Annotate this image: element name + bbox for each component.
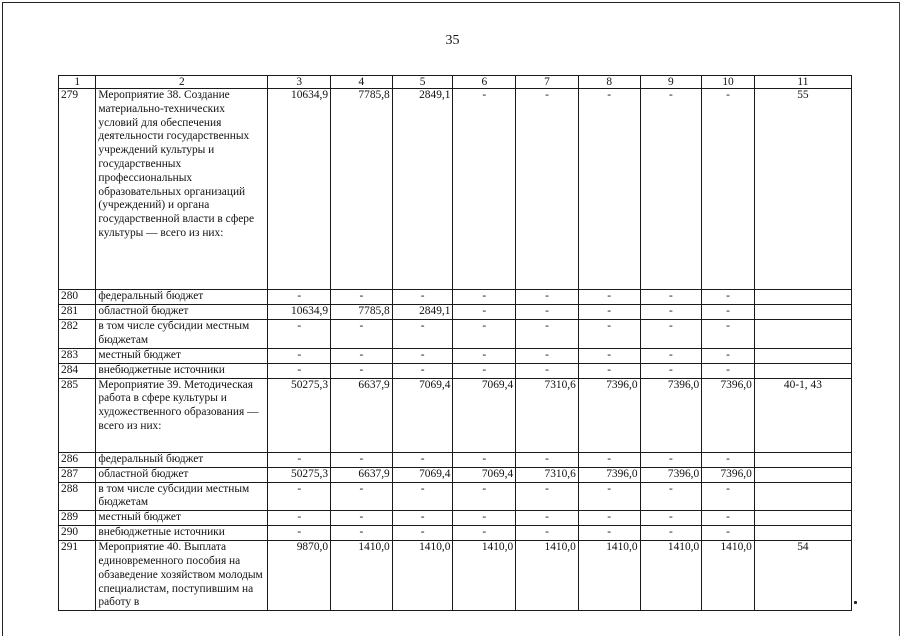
header-cell: 5 xyxy=(392,76,453,89)
value-cell: - xyxy=(640,320,702,349)
value-cell: - xyxy=(578,526,640,541)
column-11-cell xyxy=(754,320,851,349)
value-cell: 7396,0 xyxy=(578,467,640,482)
row-description: внебюджетные источники xyxy=(96,526,268,541)
value-cell: - xyxy=(268,348,331,363)
value-cell: 1410,0 xyxy=(331,541,393,611)
row-number: 291 xyxy=(59,541,96,611)
budget-table xyxy=(58,75,852,611)
value-cell: 6637,9 xyxy=(331,467,393,482)
row-description: областной бюджет xyxy=(96,305,268,320)
value-cell: - xyxy=(268,511,331,526)
value-cell: - xyxy=(516,452,579,467)
row-description: Мероприятие 39. Методическая работа в сфере культуры и художественного образования — всего из них: xyxy=(96,378,268,452)
value-cell: - xyxy=(578,452,640,467)
value-cell: 2849,1 xyxy=(392,305,453,320)
value-cell: 50275,3 xyxy=(268,467,331,482)
header-row xyxy=(59,76,852,89)
value-cell: - xyxy=(640,89,702,290)
value-cell: - xyxy=(331,511,393,526)
value-cell: - xyxy=(702,482,755,511)
table-row xyxy=(59,305,852,320)
column-11-cell: 54 xyxy=(754,541,851,611)
column-11-cell xyxy=(754,290,851,305)
table-row xyxy=(59,378,852,452)
column-11-cell xyxy=(754,467,851,482)
value-cell: - xyxy=(516,363,579,378)
value-cell: - xyxy=(453,290,516,305)
value-cell: - xyxy=(702,526,755,541)
table-row xyxy=(59,363,852,378)
value-cell: - xyxy=(702,290,755,305)
header-cell: 2 xyxy=(96,76,268,89)
value-cell: - xyxy=(392,290,453,305)
value-cell: - xyxy=(331,482,393,511)
value-cell: - xyxy=(516,482,579,511)
value-cell: - xyxy=(702,89,755,290)
row-number: 281 xyxy=(59,305,96,320)
value-cell: - xyxy=(392,363,453,378)
value-cell: - xyxy=(453,320,516,349)
page-mark xyxy=(854,601,857,604)
value-cell: 1410,0 xyxy=(702,541,755,611)
value-cell: - xyxy=(331,526,393,541)
value-cell: - xyxy=(268,290,331,305)
value-cell: 6637,9 xyxy=(331,378,393,452)
value-cell: - xyxy=(453,482,516,511)
table-row xyxy=(59,89,852,290)
value-cell: 7069,4 xyxy=(392,378,453,452)
column-11-cell xyxy=(754,511,851,526)
value-cell: 9870,0 xyxy=(268,541,331,611)
value-cell: - xyxy=(516,89,579,290)
header-cell: 10 xyxy=(702,76,755,89)
header-cell: 4 xyxy=(331,76,393,89)
value-cell: - xyxy=(702,511,755,526)
row-description: в том числе субсидии местным бюджетам xyxy=(96,320,268,349)
value-cell: - xyxy=(331,363,393,378)
value-cell: - xyxy=(392,511,453,526)
header-cell: 1 xyxy=(59,76,96,89)
value-cell: - xyxy=(640,452,702,467)
header-cell: 6 xyxy=(453,76,516,89)
row-number: 289 xyxy=(59,511,96,526)
column-11-cell xyxy=(754,482,851,511)
value-cell: - xyxy=(453,363,516,378)
value-cell: - xyxy=(331,320,393,349)
value-cell: 10634,9 xyxy=(268,305,331,320)
header-cell: 8 xyxy=(578,76,640,89)
value-cell: - xyxy=(392,320,453,349)
row-description: Мероприятие 38. Создание материально-технических условий для обеспечения деятельности государственных учреждений культуры и государственных профессиональных образовательных организаций (учреждений) и органа государственной власти в сфере культуры — всего из них: xyxy=(96,89,268,290)
value-cell: - xyxy=(516,348,579,363)
header-cell: 7 xyxy=(516,76,579,89)
value-cell: - xyxy=(392,526,453,541)
value-cell: - xyxy=(516,526,579,541)
value-cell: 7785,8 xyxy=(331,305,393,320)
page-number: 35 xyxy=(445,33,460,48)
row-number: 284 xyxy=(59,363,96,378)
value-cell: - xyxy=(268,363,331,378)
value-cell: - xyxy=(453,305,516,320)
value-cell: - xyxy=(702,348,755,363)
value-cell: 7396,0 xyxy=(702,378,755,452)
row-description: областной бюджет xyxy=(96,467,268,482)
value-cell: - xyxy=(392,482,453,511)
row-description: в том числе субсидии местным бюджетам xyxy=(96,482,268,511)
table-row xyxy=(59,348,852,363)
value-cell: 1410,0 xyxy=(640,541,702,611)
value-cell: 50275,3 xyxy=(268,378,331,452)
value-cell: - xyxy=(578,482,640,511)
value-cell: - xyxy=(331,452,393,467)
value-cell: - xyxy=(516,511,579,526)
row-number: 282 xyxy=(59,320,96,349)
value-cell: - xyxy=(331,290,393,305)
column-11-cell xyxy=(754,526,851,541)
column-11-cell: 55 xyxy=(754,89,851,290)
value-cell: 1410,0 xyxy=(392,541,453,611)
column-11-cell xyxy=(754,363,851,378)
column-11-cell xyxy=(754,305,851,320)
value-cell: - xyxy=(268,452,331,467)
value-cell: - xyxy=(640,526,702,541)
value-cell: - xyxy=(702,320,755,349)
value-cell: - xyxy=(702,305,755,320)
value-cell: - xyxy=(392,348,453,363)
table-row xyxy=(59,541,852,611)
value-cell: - xyxy=(578,89,640,290)
value-cell: - xyxy=(453,348,516,363)
column-11-cell: 40-1, 43 xyxy=(754,378,851,452)
value-cell: - xyxy=(516,320,579,349)
table-row xyxy=(59,482,852,511)
value-cell: 7785,8 xyxy=(331,89,393,290)
table-row xyxy=(59,452,852,467)
value-cell: 10634,9 xyxy=(268,89,331,290)
value-cell: - xyxy=(640,482,702,511)
value-cell: - xyxy=(578,511,640,526)
header-cell: 9 xyxy=(640,76,702,89)
value-cell: 7069,4 xyxy=(392,467,453,482)
table-row xyxy=(59,290,852,305)
value-cell: 7396,0 xyxy=(640,467,702,482)
row-description: Мероприятие 40. Выплата единовременного пособия на обзаведение хозяйством молодым специалистам, поступившим на работу в xyxy=(96,541,268,611)
value-cell: 1410,0 xyxy=(516,541,579,611)
column-11-cell xyxy=(754,452,851,467)
row-description: федеральный бюджет xyxy=(96,452,268,467)
value-cell: - xyxy=(702,452,755,467)
row-description: местный бюджет xyxy=(96,511,268,526)
row-number: 285 xyxy=(59,378,96,452)
value-cell: - xyxy=(516,305,579,320)
value-cell: 1410,0 xyxy=(578,541,640,611)
value-cell: - xyxy=(392,452,453,467)
value-cell: 7310,6 xyxy=(516,467,579,482)
row-number: 290 xyxy=(59,526,96,541)
header-cell: 3 xyxy=(268,76,331,89)
value-cell: - xyxy=(453,526,516,541)
value-cell: - xyxy=(640,305,702,320)
value-cell: 7396,0 xyxy=(578,378,640,452)
value-cell: - xyxy=(453,89,516,290)
column-11-cell xyxy=(754,348,851,363)
row-number: 288 xyxy=(59,482,96,511)
row-number: 286 xyxy=(59,452,96,467)
value-cell: 7310,6 xyxy=(516,378,579,452)
table-row xyxy=(59,467,852,482)
value-cell: - xyxy=(702,363,755,378)
value-cell: 7396,0 xyxy=(702,467,755,482)
value-cell: - xyxy=(331,348,393,363)
value-cell: - xyxy=(578,290,640,305)
row-number: 283 xyxy=(59,348,96,363)
value-cell: - xyxy=(453,452,516,467)
value-cell: - xyxy=(453,511,516,526)
value-cell: - xyxy=(578,363,640,378)
value-cell: 7396,0 xyxy=(640,378,702,452)
value-cell: - xyxy=(268,526,331,541)
value-cell: - xyxy=(640,348,702,363)
table-row xyxy=(59,526,852,541)
value-cell: - xyxy=(640,290,702,305)
value-cell: - xyxy=(578,348,640,363)
value-cell: 7069,4 xyxy=(453,378,516,452)
table-row xyxy=(59,511,852,526)
row-description: местный бюджет xyxy=(96,348,268,363)
value-cell: 1410,0 xyxy=(453,541,516,611)
row-number: 279 xyxy=(59,89,96,290)
header-cell: 11 xyxy=(754,76,851,89)
row-description: федеральный бюджет xyxy=(96,290,268,305)
row-number: 287 xyxy=(59,467,96,482)
value-cell: - xyxy=(640,363,702,378)
row-description: внебюджетные источники xyxy=(96,363,268,378)
table-body xyxy=(59,89,852,611)
value-cell: - xyxy=(640,511,702,526)
table-row xyxy=(59,320,852,349)
value-cell: - xyxy=(578,305,640,320)
value-cell: - xyxy=(578,320,640,349)
row-number: 280 xyxy=(59,290,96,305)
value-cell: - xyxy=(268,482,331,511)
value-cell: 7069,4 xyxy=(453,467,516,482)
value-cell: 2849,1 xyxy=(392,89,453,290)
value-cell: - xyxy=(516,290,579,305)
value-cell: - xyxy=(268,320,331,349)
